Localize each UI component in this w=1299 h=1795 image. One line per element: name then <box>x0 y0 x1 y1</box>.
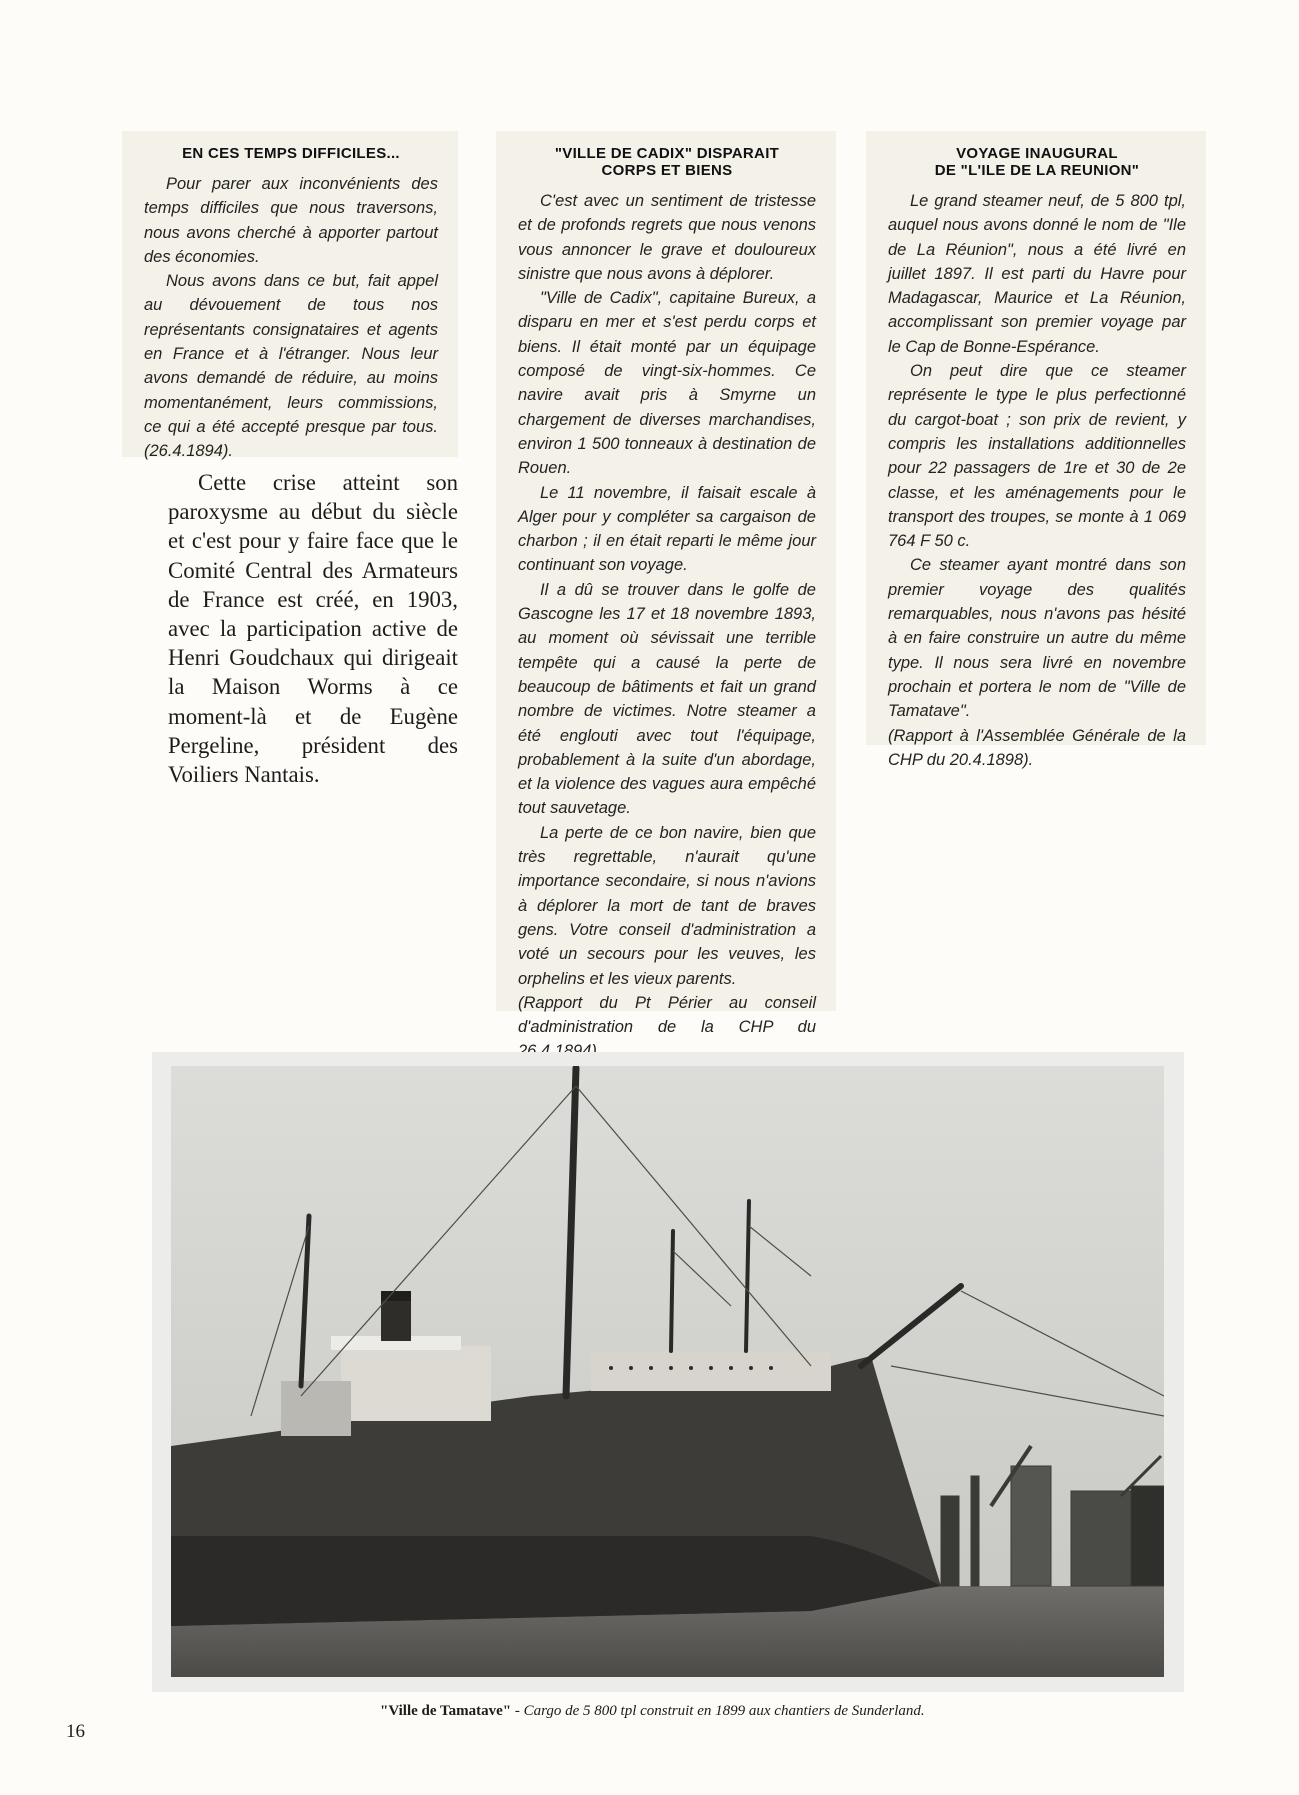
body-paragraph: Cette crise atteint son paroxysme au début du siècle et c'est pour y faire face que le Comité Central des Armateurs de France est créé, en 1903, avec la participation active de Henri Goudchaux qui dirigeait la Maison Worms à ce moment-là et de Eugène Pergeline, président des Voiliers Nantais. <box>168 470 458 788</box>
box-title-line: DE "L'ILE DE LA REUNION" <box>934 162 1140 179</box>
bridge-house <box>341 1346 491 1421</box>
box-title <box>888 145 1186 179</box>
box-title-line: VOYAGE INAUGURAL <box>956 145 1118 162</box>
box-paragraph: Nous avons dans ce but, fait appel au dévouement de tous nos représentants consignataires et agents en France et à l'étranger. Nous leur avons demandé de réduire, au moins momentanément, leurs commissions, ce qui a été accepté presque par tous. (26.4.1894). <box>144 272 438 461</box>
box-paragraph: "Ville de Cadix", capitaine Bureux, a disparu en mer et s'est perdu corps et biens. Il était monté par un équipage composé de vingt-six-hommes. Ce navire avait pris à Smyrne un chargement de diverses marchandises, environ 1 500 tonneaux à destination de Rouen. <box>518 289 816 478</box>
forecastle <box>591 1351 831 1391</box>
deck-house <box>281 1381 351 1436</box>
caption-text: Cargo de 5 800 tpl construit en 1899 aux chantiers de Sunderland. <box>523 1703 925 1719</box>
box-paragraph: La perte de ce bon navire, bien que très regrettable, n'aurait qu'une importance secondaire, si nous n'avions à déplorer la mort de tant de braves gens. Votre conseil d'administration a voté un secours pour les veuves, les orphelins et les vieux parents. <box>518 823 816 988</box>
box-paragraph: Le 11 novembre, il faisait escale à Alger pour y compléter sa cargaison de charbon ; il en était reparti le même jour continuant son voyage. <box>518 483 816 575</box>
funnel-band <box>381 1291 411 1301</box>
box-title-line: CORPS ET BIENS <box>601 162 733 179</box>
box-title-line: "VILLE DE CADIX" DISPARAIT <box>554 145 780 162</box>
caption-separator: - <box>514 1703 520 1719</box>
page-number: 16 <box>66 1721 85 1742</box>
box-source: (Rapport à l'Assemblée Générale de la CHP du 20.4.1898). <box>888 726 1186 769</box>
photo-caption <box>380 1703 1180 1720</box>
box-title: EN CES TEMPS DIFFICILES... <box>182 145 400 162</box>
sidebar-box-voyage-inaugural <box>866 131 1206 769</box>
box-paragraph: Ce steamer ayant montré dans son premier voyage des qualités remarquables, nous n'avons pas hésité à en faire construire un autre du même type. Il nous sera livré en novembre prochain et portera le nom de "Ville de Tamatave". <box>888 556 1186 721</box>
box-paragraph: Il a dû se trouver dans le golfe de Gascogne les 17 et 18 novembre 1893, au moment où sévissait une terrible tempête qui a causé la perte de beaucoup de bâtiments et fait un grand nombre de victimes. Notre steamer a été englouti avec tout l'équipage, probablement à la suite d'un abordage, et la violence des vagues aura empêché tout sauvetage. <box>518 580 816 818</box>
box-paragraph: On peut dire que ce steamer représente le type le plus perfectionné du cargot-boat ; son prix de revient, y compris les installations additionnelles pour 22 passagers de 1re et 30 de 2e classe, et les aménagements pour le transport des troupes, se monte à 1 069 764 F 50 c. <box>888 362 1186 551</box>
sidebar-box-ville-de-cadix <box>496 131 836 1037</box>
ship-photo <box>171 1066 1164 1677</box>
box-source: (Rapport du Pt Périer au conseil d'administration de la CHP du <box>518 993 816 1037</box>
box-paragraph: C'est avec un sentiment de tristesse et de profonds regrets que nous venons vous annoncer le grave et douloureux sinistre que nous avons à déplorer. <box>518 192 816 283</box>
photo-frame <box>152 1052 1184 1692</box>
sidebar-box-temps-difficiles <box>122 131 458 461</box>
box-paragraph: Le grand steamer neuf, de 5 800 tpl, auquel nous avons donné le nom de "Ile de La Réunion", nous a été livré en juillet 1897. Il est parti du Havre pour Madagascar, Maurice et La Réunion, accomplissant son premier voyage par le Cap de Bonne-Espérance. <box>888 192 1186 356</box>
box-title <box>518 145 816 179</box>
caption-title: "Ville de Tamatave" <box>380 1703 512 1719</box>
box-paragraph: Pour parer aux inconvénients des temps difficiles que nous traversons, nous avons cherché à apporter partout des économies. <box>144 175 438 266</box>
